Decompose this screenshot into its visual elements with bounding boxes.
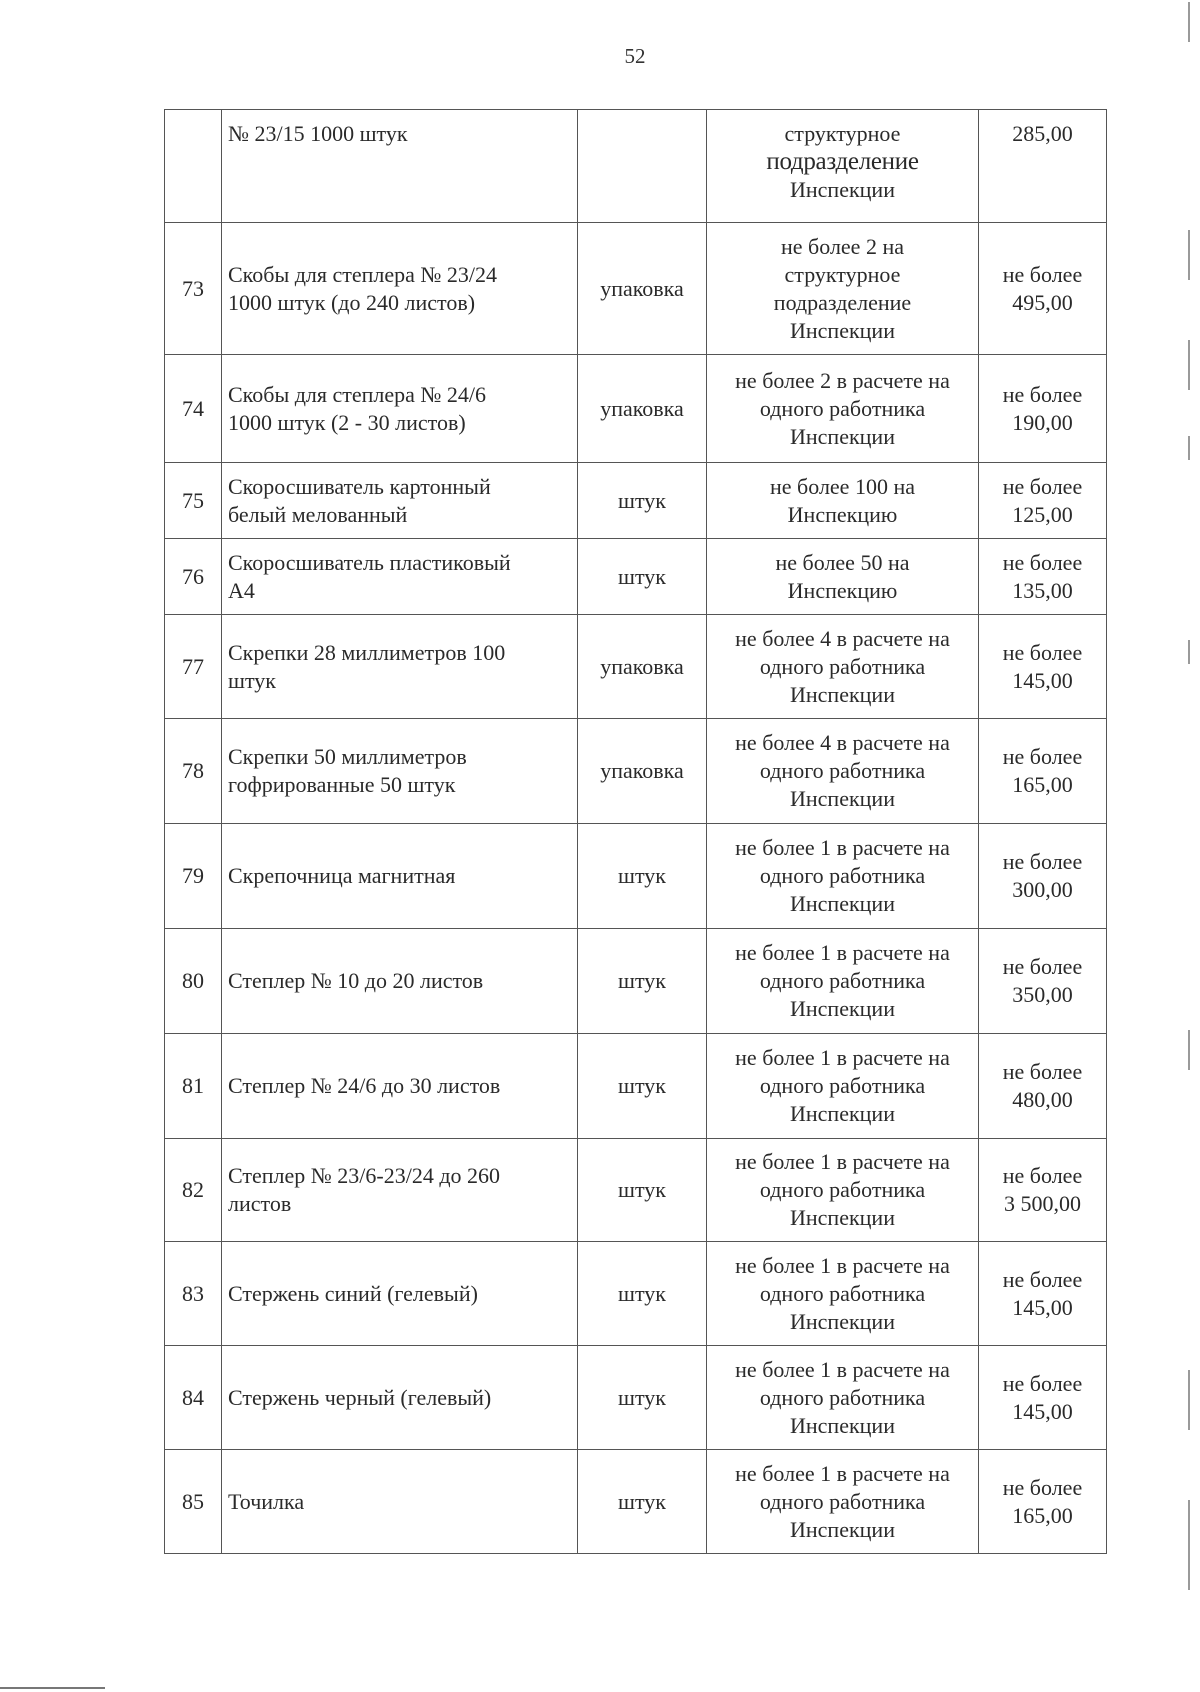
scan-edge-mark (1188, 1030, 1190, 1070)
supplies-norms-table (164, 109, 1107, 1554)
cell-number-text: 77 (182, 653, 204, 679)
cell-price (979, 1450, 1107, 1554)
cell-quantity-norm (707, 223, 979, 355)
cell-price-text: не более 480,00 (1002, 1059, 1083, 1112)
cell-price (979, 929, 1107, 1034)
cell-unit (578, 1139, 707, 1242)
cell-item-name-text: Степлер № 10 до 20 листов (228, 968, 484, 993)
cell-unit (578, 615, 707, 719)
cell-item-name (222, 1034, 578, 1139)
cell-item-name-text: Стержень черный (гелевый) (228, 1384, 492, 1410)
cell-item-name (222, 223, 578, 355)
table-row (165, 1034, 1107, 1139)
cell-quantity-norm-text: не более 1 в расчете на одного работника Инспекции (735, 1149, 950, 1230)
qty-line: Инспекции (790, 177, 895, 202)
cell-quantity-norm-text: не более 1 в расчете на одного работника Инспекции (735, 940, 950, 1021)
cell-quantity-norm (707, 1139, 979, 1242)
cell-item-name (222, 1346, 578, 1450)
cell-quantity-norm-text: не более 4 в расчете на одного работника Инспекции (735, 730, 950, 811)
page-number: 52 (624, 44, 646, 68)
cell-number-text: 79 (182, 863, 204, 888)
cell-quantity-norm (707, 110, 979, 223)
table-row (165, 1346, 1107, 1450)
cell-unit-text: упаковка (600, 653, 684, 679)
cell-price-text: не более 350,00 (1002, 954, 1083, 1007)
cell-quantity-norm-text: не более 1 в расчете на одного работника Инспекции (735, 835, 950, 916)
cell-number (165, 110, 222, 223)
table-body (165, 110, 1107, 1554)
cell-item-name (222, 1242, 578, 1346)
cell-unit-text: штук (618, 1488, 666, 1514)
cell-price-text: не более 125,00 (1002, 473, 1083, 527)
cell-quantity-norm (707, 355, 979, 463)
cell-item-name-text: Скоросшиватель картонный белый мелованный (228, 473, 491, 527)
cell-item-name (222, 615, 578, 719)
cell-number (165, 1450, 222, 1554)
cell-number-text: 75 (182, 487, 204, 513)
cell-item-name-text: Степлер № 23/6-23/24 до 260 листов (228, 1163, 501, 1216)
cell-unit-text: штук (618, 1384, 666, 1410)
cell-price-text: не более 145,00 (1002, 1370, 1083, 1424)
cell-number-text: 80 (182, 968, 204, 993)
cell-price-text: не более 165,00 (1002, 744, 1083, 797)
cell-price-text: не более 495,00 (1002, 261, 1083, 315)
table-row (165, 1242, 1107, 1346)
cell-number-text: 82 (182, 1177, 204, 1202)
cell-unit (578, 824, 707, 929)
cell-quantity-norm (707, 539, 979, 615)
cell-item-name-text: Скрепочница магнитная (228, 863, 456, 888)
table-row (165, 615, 1107, 719)
cell-item-name (222, 539, 578, 615)
scan-edge-mark (1188, 1370, 1190, 1430)
cell-quantity-norm (707, 615, 979, 719)
cell-number-text: 74 (182, 395, 204, 421)
cell-number (165, 615, 222, 719)
table-row (165, 223, 1107, 355)
cell-number (165, 463, 222, 539)
cell-price-text: не более 145,00 (1002, 1266, 1083, 1320)
table-row (165, 929, 1107, 1034)
cell-unit-text: штук (618, 1177, 666, 1202)
table-row (165, 1139, 1107, 1242)
cell-item-name-text: Степлер № 24/6 до 30 листов (228, 1073, 501, 1098)
cell-price-text: не более 3 500,00 (1002, 1163, 1083, 1216)
scan-edge-mark (1188, 640, 1190, 664)
cell-price (979, 539, 1107, 615)
scan-edge-mark (1188, 340, 1190, 390)
cell-unit (578, 355, 707, 463)
cell-unit (578, 223, 707, 355)
cell-unit (578, 463, 707, 539)
cell-unit (578, 1450, 707, 1554)
cell-unit-text: упаковка (600, 395, 684, 421)
cell-number-text: 78 (182, 758, 204, 783)
cell-price-text: не более 190,00 (1002, 381, 1083, 435)
cell-quantity-norm-text: не более 1 в расчете на одного работника Инспекции (735, 1252, 950, 1334)
cell-item-name (222, 1139, 578, 1242)
cell-item-name-text: Точилка (228, 1488, 305, 1514)
cell-unit-text: штук (618, 968, 666, 993)
scan-bottom-mark (0, 1687, 105, 1689)
cell-number-text: 76 (182, 563, 204, 589)
cell-price-text: не более 145,00 (1002, 639, 1083, 693)
cell-item-name (222, 355, 578, 463)
cell-quantity-norm (707, 463, 979, 539)
cell-price (979, 719, 1107, 824)
cell-unit (578, 1242, 707, 1346)
cell-number (165, 355, 222, 463)
cell-quantity-norm (707, 1242, 979, 1346)
cell-quantity-norm-text: не более 2 в расчете на одного работника Инспекции (735, 367, 950, 449)
cell-item-name-text: Скобы для степлера № 23/24 1000 штук (до 240 листов) (228, 261, 498, 315)
cell-item-name-text: Стержень синий (гелевый) (228, 1280, 478, 1306)
cell-number-text: 73 (182, 275, 204, 301)
cell-item-name-text: Скрепки 50 миллиметров гофрированные 50 штук (228, 744, 467, 797)
table-row (165, 539, 1107, 615)
scan-edge-mark (1188, 436, 1190, 460)
scan-edge-mark (1188, 230, 1190, 280)
cell-quantity-norm (707, 1346, 979, 1450)
cell-number (165, 223, 222, 355)
cell-quantity-norm (707, 824, 979, 929)
cell-price-text: не более 135,00 (1002, 549, 1083, 603)
cell-quantity-norm (707, 719, 979, 824)
cell-number (165, 1242, 222, 1346)
cell-unit (578, 1034, 707, 1139)
table-row (165, 824, 1107, 929)
cell-quantity-norm-text: не более 100 на Инспекцию (770, 473, 915, 527)
cell-price (979, 615, 1107, 719)
table-row (165, 1450, 1107, 1554)
cell-quantity-norm-text: не более 1 в расчете на одного работника Инспекции (735, 1460, 950, 1542)
cell-price-text: не более 165,00 (1002, 1474, 1083, 1528)
cell-unit (578, 539, 707, 615)
cell-item-name-text: Скобы для степлера № 24/6 1000 штук (2 - 30 листов) (228, 381, 487, 435)
cell-quantity-norm-text: не более 2 на структурное подразделение Инспекции (773, 233, 912, 343)
cell-price (979, 1346, 1107, 1450)
cell-price (979, 355, 1107, 463)
cell-quantity-norm (707, 1450, 979, 1554)
cell-quantity-norm-text: не более 1 в расчете на одного работника Инспекции (735, 1356, 950, 1438)
cell-number (165, 1346, 222, 1450)
cell-item-name-text: Скоросшиватель пластиковый А4 (228, 549, 511, 603)
cell-unit-text: упаковка (600, 758, 684, 783)
cell-unit-text: штук (618, 863, 666, 888)
cell-number (165, 719, 222, 824)
cell-unit (578, 110, 707, 223)
cell-quantity-norm-text: не более 1 в расчете на одного работника Инспекции (735, 1045, 950, 1126)
cell-item-name (222, 463, 578, 539)
cell-item-name (222, 1450, 578, 1554)
cell-quantity-norm-text: не более 50 на Инспекцию (775, 549, 910, 603)
cell-unit (578, 719, 707, 824)
cell-number (165, 539, 222, 615)
cell-item-name: № 23/15 1000 штук (222, 110, 578, 223)
qty-line: подразделение (766, 148, 919, 175)
cell-number-text: 84 (182, 1384, 204, 1410)
qty-line: структурное (784, 121, 901, 146)
cell-quantity-norm (707, 1034, 979, 1139)
cell-price (979, 824, 1107, 929)
cell-unit-text: штук (618, 1073, 666, 1098)
cell-price (979, 1034, 1107, 1139)
cell-number (165, 824, 222, 929)
cell-price: 285,00 (979, 110, 1107, 223)
cell-price (979, 463, 1107, 539)
table-row-continuation (165, 110, 1107, 223)
cell-price (979, 1242, 1107, 1346)
cell-unit-text: штук (618, 563, 666, 589)
scan-edge-mark (1188, 2, 1190, 42)
cell-item-name-text: Скрепки 28 миллиметров 100 штук (228, 639, 506, 693)
cell-quantity-norm (707, 929, 979, 1034)
cell-price (979, 1139, 1107, 1242)
cell-number-text: 85 (182, 1488, 204, 1514)
cell-item-name (222, 824, 578, 929)
cell-number-text: 83 (182, 1280, 204, 1306)
scan-edge-mark (1188, 1500, 1190, 1590)
cell-unit (578, 929, 707, 1034)
cell-number (165, 1139, 222, 1242)
cell-number (165, 1034, 222, 1139)
cell-unit-text: штук (618, 487, 666, 513)
cell-unit (578, 1346, 707, 1450)
cell-unit-text: штук (618, 1280, 666, 1306)
cell-price-text: не более 300,00 (1002, 849, 1083, 902)
cell-price (979, 223, 1107, 355)
cell-number (165, 929, 222, 1034)
cell-item-name (222, 719, 578, 824)
cell-number-text: 81 (182, 1073, 204, 1098)
cell-quantity-norm-text: не более 4 в расчете на одного работника Инспекции (735, 625, 950, 707)
table-row (165, 719, 1107, 824)
table-row (165, 463, 1107, 539)
cell-item-name (222, 929, 578, 1034)
cell-unit-text: упаковка (600, 275, 684, 301)
table-row (165, 355, 1107, 463)
